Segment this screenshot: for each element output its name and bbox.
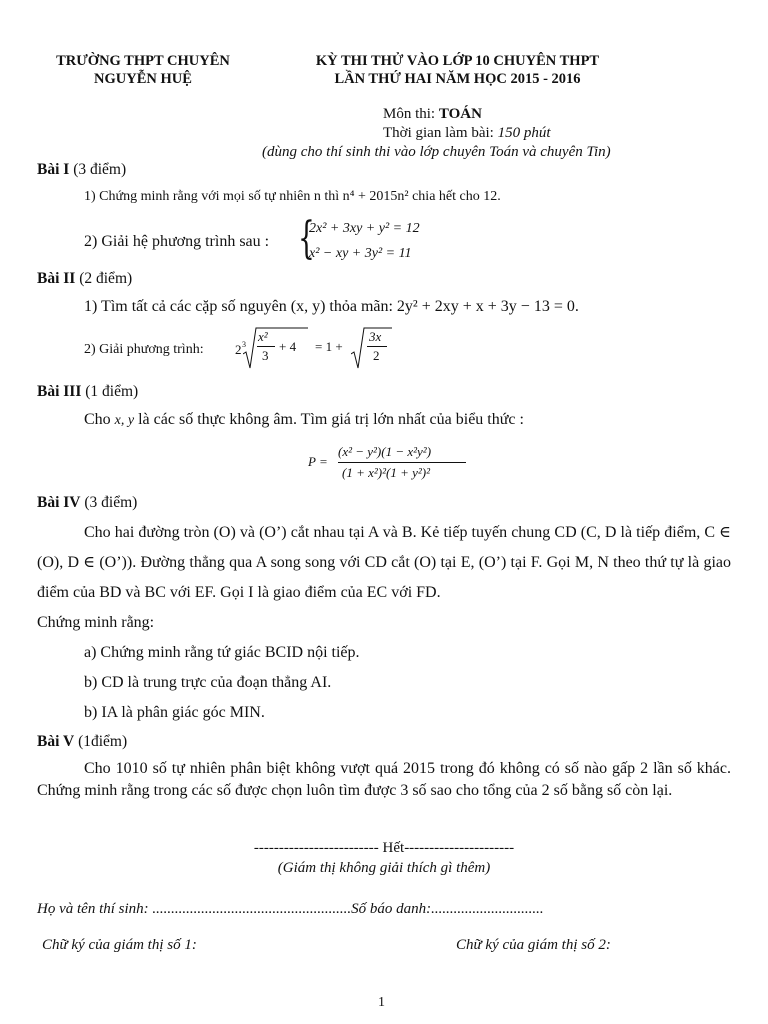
section-bai3-heading xyxy=(37,383,138,401)
section-bai4-points: (3 điểm) xyxy=(80,494,138,511)
exam-title-line2: LẦN THỨ HAI NĂM HỌC 2015 - 2016 xyxy=(334,71,581,87)
bai4-part-c: b) IA là phân giác góc MIN. xyxy=(84,704,265,721)
section-bai5-points: (1điểm) xyxy=(74,733,128,750)
time-line xyxy=(383,125,551,142)
proctor-note: (Giám thị không giải thích gì thêm) xyxy=(277,860,491,876)
school-name-line1: TRƯỜNG THPT CHUYÊN xyxy=(56,53,230,69)
section-bai1-points: (3 điểm) xyxy=(69,161,127,178)
section-bai2-title: Bài II xyxy=(37,270,76,287)
fraction-bar xyxy=(257,346,275,347)
bai1-question-2: 2) Giải hệ phương trình sau : xyxy=(84,233,270,250)
subject-label: Môn thi: xyxy=(383,106,439,122)
proctor-signature-2: Chữ ký của giám thị số 2: xyxy=(456,937,611,953)
time-value: 150 phút xyxy=(497,125,551,141)
bai4-part-b: b) CD là trung trực của đoạn thẳng AI. xyxy=(84,674,332,691)
school-name xyxy=(38,52,248,88)
cube-root-symbol xyxy=(243,326,309,372)
end-marker: ------------------------- Hết---------------------- xyxy=(253,840,515,856)
equals-one-plus: = 1 + xyxy=(315,339,343,354)
bai1-question-1: 1) Chứng minh rằng với mọi số tự nhiên n thì n⁴ + 2015n² chia hết cho 12. xyxy=(84,189,501,204)
fraction-denominator: 3 xyxy=(262,348,269,363)
p-lhs: P = xyxy=(308,454,328,469)
section-bai3-title: Bài III xyxy=(37,383,82,400)
section-bai5-heading xyxy=(37,733,127,751)
p-fraction-bar xyxy=(338,462,466,463)
bai4-part-a: a) Chứng minh rằng tứ giác BCID nội tiếp. xyxy=(84,644,360,661)
root-index: 3 xyxy=(242,340,246,349)
section-bai4-title: Bài IV xyxy=(37,494,81,511)
bai4-prove-label: Chứng minh rằng: xyxy=(37,614,155,631)
section-bai1-title: Bài I xyxy=(37,161,70,178)
page-number: 1 xyxy=(378,995,385,1010)
expression-p xyxy=(308,438,468,486)
candidate-info-line: Họ và tên thí sinh: .....................................................Số báo danh:.............................. xyxy=(37,901,544,917)
bai5-problem-text: Cho 1010 số tự nhiên phân biệt không vượt quá 2015 trong đó không có số nào gấp 2 lần số khác. Chứng minh rằng trong các số được chọn luôn tìm được 3 số sao cho tổng của 2 số bằng số còn lại. xyxy=(37,760,731,799)
proctor-signature-1: Chữ ký của giám thị số 1: xyxy=(42,937,197,953)
subject-line xyxy=(383,106,482,123)
bai3-question-pre: Cho xyxy=(84,411,115,428)
section-bai1-heading xyxy=(37,161,126,179)
bai3-question xyxy=(84,411,524,429)
brace-symbol: { xyxy=(298,213,315,264)
subject-value: TOÁN xyxy=(438,106,482,122)
section-bai5-title: Bài V xyxy=(37,733,75,750)
bai2-question-2: 2) Giải phương trình: xyxy=(84,342,204,357)
section-bai4-heading xyxy=(37,494,137,512)
bai3-variables: x, y xyxy=(114,413,135,428)
p-numerator: (x² − y²)(1 − x²y²) xyxy=(338,444,432,459)
fraction2-numerator: 3x xyxy=(369,329,382,344)
exam-title xyxy=(285,52,630,88)
bai4-problem-text: Cho hai đường tròn (O) và (O’) cắt nhau tại A và B. Kẻ tiếp tuyến chung CD (C, D là tiếp điểm, C ∈ (O), D ∈ (O’)). Đường thẳng qua A song song với CD cắt (O) tại E, (O’) tại F. Gọi M, N theo thứ tự là giao điểm của BD và BC với EF. Gọi I là giao điểm của EC với FD. xyxy=(37,524,731,601)
system-equation-1: 2x² + 3xy + y² = 12 xyxy=(309,221,420,236)
fraction2-denominator: 2 xyxy=(373,348,380,363)
equation-system xyxy=(298,213,458,267)
bai3-question-post: là các số thực không âm. Tìm giá trị lớn nhất của biểu thức : xyxy=(134,411,524,428)
system-equation-2: x² − xy + 3y² = 11 xyxy=(309,246,412,261)
time-label: Thời gian làm bài: xyxy=(383,125,498,141)
school-name-line2: NGUYỄN HUỆ xyxy=(94,71,192,87)
section-bai2-points: (2 điểm) xyxy=(75,270,133,287)
fraction-numerator: x² xyxy=(258,329,268,344)
bai2-question-1: 1) Tìm tất cả các cặp số nguyên (x, y) thỏa mãn: 2y² + 2xy + x + 3y − 13 = 0. xyxy=(84,298,579,315)
radical-equation xyxy=(235,326,395,374)
coefficient: 2 xyxy=(235,342,242,357)
section-bai2-heading xyxy=(37,270,132,288)
exam-title-line1: KỲ THI THỬ VÀO LỚP 10 CHUYÊN THPT xyxy=(315,53,600,69)
section-bai3-points: (1 điểm) xyxy=(81,383,139,400)
exam-note: (dùng cho thí sinh thi vào lớp chuyên Toán và chuyên Tin) xyxy=(262,144,611,160)
fraction2-bar xyxy=(367,346,387,347)
p-denominator: (1 + x²)²(1 + y²)² xyxy=(342,465,430,480)
plus-four: + 4 xyxy=(279,339,297,354)
